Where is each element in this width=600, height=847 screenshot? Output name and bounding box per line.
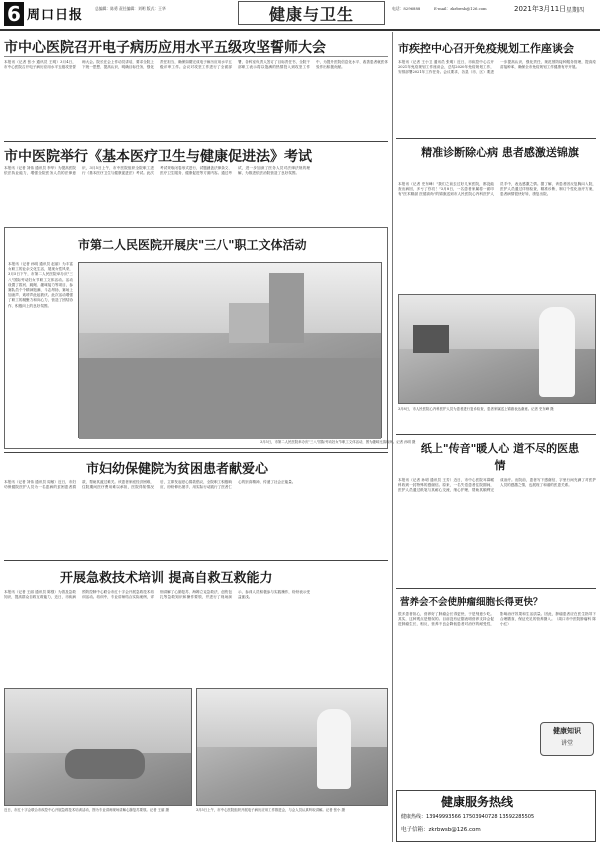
- masthead-meta: 总编辑：陈勇 责任编辑：刘明 版式：王华: [95, 6, 166, 11]
- issue-date: 2021年3月11日: [514, 5, 567, 13]
- photo-wall: [197, 689, 387, 747]
- email-address: zkrbwsb@126.com: [428, 827, 481, 833]
- cpr-training-photo: [196, 688, 388, 806]
- article-9-body: 很多患者担心，营养好了肿瘤会长得更快，于是刻意少吃。其实，这种观点是错误的。目前没有证据表明营养支持会促进肿瘤生长，相反，营养不良会降低患者对治疗的耐受性，影响治疗效果和生活质量。因此，肿瘤患者应在医生指导下合理膳食，保证充足的营养摄入。（周口市中医院肿瘤科 陈小红）: [398, 612, 596, 627]
- photo-wall: [5, 689, 191, 753]
- divider: [396, 138, 596, 139]
- photo-monitor: [413, 325, 449, 353]
- article-6-headline: 市疾控中心召开免疫规划工作座谈会: [398, 42, 574, 55]
- badge-title: 健康知识: [553, 726, 581, 735]
- article-8-headline: 纸上"传音"暖人心 道不尽的医患情: [420, 442, 580, 472]
- article-5-headline: 开展急救技术培训 提高自救互救能力: [60, 571, 273, 586]
- article-2-headline: 市中医院举行《基本医疗卫生与健康促进法》考试: [4, 149, 312, 165]
- photo-caption: 近日，市红十字会联合市疾控中心开展急救技术培训活动，图为专业讲师现场讲解心肺复苏要领。记者 王丽 摄: [4, 808, 169, 812]
- hotline-numbers: 13949993566 17503940728 13592285505: [426, 814, 535, 820]
- section-title-text: 健康与卫生: [268, 4, 354, 24]
- divider: [396, 434, 596, 435]
- hotline-box: [396, 790, 596, 842]
- issue-weekday: 星期四: [566, 7, 585, 14]
- divider: [4, 56, 388, 57]
- article-9-headline: 营养会不会使肿瘤细胞长得更快？: [400, 597, 543, 608]
- divider: [4, 452, 388, 453]
- masthead-rule: [0, 29, 600, 31]
- first-aid-training-photo: [4, 688, 192, 806]
- divider: [4, 560, 388, 561]
- contact-email: E-mail：zkrbwsb@126.com: [434, 6, 487, 11]
- column-divider: [392, 32, 393, 842]
- health-knowledge-badge: [540, 722, 594, 756]
- hotline-label: 健康热线：: [401, 814, 427, 820]
- article-1-headline: 市中心医院召开电子病历应用水平五级攻坚誓师大会: [4, 40, 326, 56]
- article-7-body: 本报讯（记者 史东峰）"我们之前去过好几家医院，都没能查出病因，多亏了你们！"3月8日，一名患者家属将一面印有"医术精湛 医德高尚"的锦旗送到市人民医院心内科医护人员手中，表达感激之情。据了解，该患者因反复胸闷入院，医护人员通过详细检查，精准诊断，制订个性化治疗方案，患者病情很快好转，康复出院。: [398, 182, 596, 197]
- page-number: 6: [4, 2, 24, 26]
- photo-building: [269, 273, 304, 343]
- badge-subtitle: 讲堂: [560, 740, 573, 747]
- hotline-title: 健康服务热线: [441, 795, 514, 809]
- article-4-body: 本报讯（记者 刘伟 通讯员 周敏）近日，市妇幼保健院医护人员为一名患病的贫困患者捐款，帮助其渡过难关。该患者家庭经济困难，住院期间医疗费用难以承担，医院得知情况后，立即发起爱心捐款倡议，全院职工积极响应，纷纷伸出援手，用实际行动践行了医者仁心的崇高精神，传递了社会正能量。: [4, 480, 296, 490]
- hospital-visit-photo: [398, 294, 596, 404]
- photo-doctor: [539, 307, 575, 397]
- article-1-body: 本报讯（记者 张小 通讯员 王明）3月4日，市中心医院召开电子病历应用水平五级攻坚誓师大会。院长在会上作动员讲话，要求全院上下统一思想、提高认识，明确目标任务，强化责任担当，确保如期完成电子病历应用水平五级评审工作。会议对攻坚工作进行了全面部署，各科室负责人签订了目标责任书，全院干部职工表示将以饱满的热情投入到攻坚工作中，为提升医院信息化水平、改善患者就医体验作出积极贡献。: [4, 60, 388, 70]
- article-2-body: 本报讯（记者 刘伟 通讯员 李华）为提高医院依法执业能力，增强全院医务人员的法律意识，3月5日上午，市中医院组织全院职工进行《基本医疗卫生与健康促进法》考试。此次考试采取闭卷形式进行，试题涵盖法律条文、医疗卫生服务、健康促进等方面内容。通过考试，进一步加深了医务人员对法律法规的理解，为推进依法治院营造了良好氛围。: [4, 166, 310, 176]
- article-8-body: 本报讯（记者 孙明 通讯员 王芳）近日，市中心医院耳鼻喉科收到一封特殊的感谢信。原来，一名失语患者住院期间，医护人员通过纸笔与其耐心交流，细心护理，帮助其顺利完成治疗。出院前，患者写下感谢信，字里行间充满了对医护人员的感激之情，也展现了和谐的医患关系。: [398, 478, 596, 493]
- contact-phone: 电话：8296888: [392, 6, 421, 11]
- email-label: 电子信箱：: [401, 827, 429, 833]
- article-3-headline: 市第二人民医院开展庆"三八"职工文体活动: [78, 238, 307, 252]
- article-7-headline: 精准诊断除心病 患者感激送锦旗: [421, 146, 579, 159]
- article-6-body: 本报讯（记者 王小卫 通讯员 张明）近日，市疾控中心召开2021年免疫规划工作座谈会，总结2020年免疫规划工作，安排部署2021年工作任务。会议要求，各县（市、区）要进一步提高认识，强化责任，规范预防接种服务管理，提高疫苗接种率，确保全市免疫规划工作健康有序开展。: [398, 60, 596, 75]
- photo-mannequin: [65, 749, 145, 779]
- article-4-headline: 市妇幼保健院为贫困患者献爱心: [86, 462, 269, 477]
- photo-caption: 3月5日上午，市中心医院组织开展电子病历应用工作推进会，与会人员认真听取讲解。记者 张小 摄: [196, 808, 345, 812]
- sports-event-photo: [78, 262, 382, 438]
- photo-building: [229, 303, 269, 343]
- hotline-line: [401, 813, 534, 820]
- masthead: [0, 0, 600, 34]
- photo-caption: 3月8日，市人民医院心内科医护人员为患者进行复诊检查，患者家属送上锦旗表达谢意。记者 史东峰 摄: [398, 407, 554, 411]
- email-line: [401, 825, 481, 833]
- divider: [4, 141, 388, 142]
- article-3-body: 本报讯（记者 孙明 通讯员 赵丽）为丰富女职工的业余文化生活，展现女性风采，3月5日下午，市第二人民医院举办庆"三八"国际劳动妇女节职工文体活动。活动设置了拔河、跳绳、趣味接力等项目，参赛队员个个精神饱满、斗志昂扬，赛场上加油声、欢呼声此起彼伏。此次活动增强了职工的凝聚力和向心力，营造了团结协作、积极向上的良好氛围。: [8, 262, 73, 308]
- section-title: [238, 1, 385, 25]
- paper-logo: 周口日报: [27, 8, 84, 23]
- photo-instructor: [317, 709, 351, 789]
- photo-caption: 3月5日，市第二人民医院举办庆"三八"国际劳动妇女节职工文体活动，图为趣味比赛现场。记者 孙明 摄: [260, 440, 416, 444]
- photo-court: [79, 358, 381, 439]
- divider: [396, 588, 596, 589]
- article-5-body: 本报讯（记者 王丽 通讯员 陈强）为普及急救知识，提高群众自救互救能力，近日，市疾病预防控制中心联合市红十字会开展急救技术培训活动。培训中，专业讲师结合实际案例，详细讲解了心肺复苏、海姆立克急救法、创伤包扎等急救知识和操作要领，并进行了现场演示，参训人员积极参与实践操作，纷纷表示受益匪浅。: [4, 590, 310, 600]
